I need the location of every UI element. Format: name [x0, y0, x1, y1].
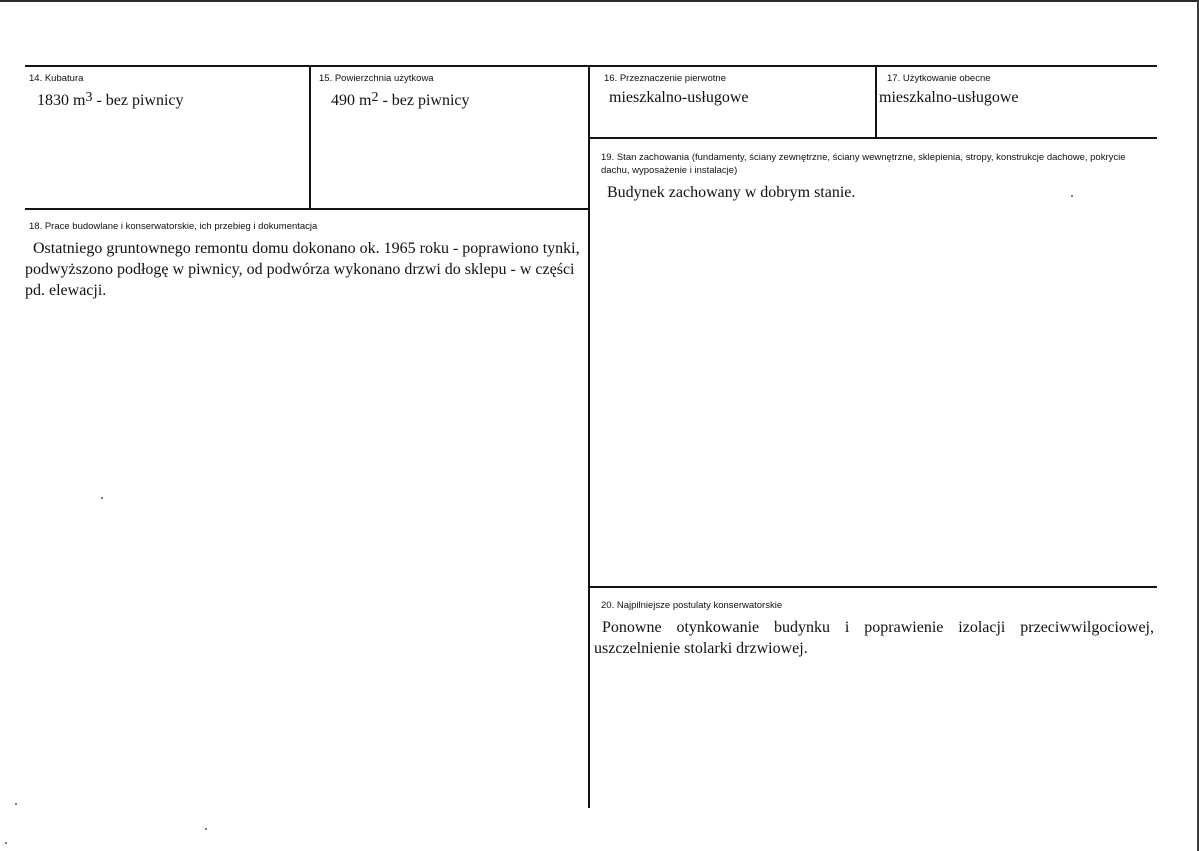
field-15-value [331, 90, 470, 110]
scan-speck [15, 803, 17, 805]
field-14-exponent: 3 [85, 90, 93, 105]
rule-under-14-15 [25, 208, 590, 210]
field-17-label: 17. Użytkowanie obecne [887, 73, 991, 84]
rule-under-16-17 [590, 137, 1157, 139]
field-18-value [25, 238, 583, 301]
field-19-label: 19. Stan zachowania (fundamenty, ściany zewnętrzne, ściany wewnętrzne, sklepienia, stropy, konstrukcje dachowe, pokrycie dachu, wyposażenie i instalacje) [601, 152, 1126, 176]
scan-speck [205, 828, 207, 830]
divider-14-15 [309, 65, 311, 210]
field-14-value [37, 90, 184, 110]
field-20-label: 20. Najpilniejsze postulaty konserwatorskie [601, 600, 783, 611]
scan-speck [1071, 195, 1073, 197]
page-top-edge [0, 0, 1199, 2]
field-16-label: 16. Przeznaczenie pierwotne [604, 73, 726, 84]
field-19-value: Budynek zachowany w dobrym stanie. [607, 184, 856, 201]
field-16-value: mieszkalno-usługowe [609, 89, 749, 106]
field-18-text: Ostatniego gruntownego remontu domu dokonano ok. 1965 roku - poprawiono tynki, podwyższono podłogę w piwnicy, od podwórza wykonano drzwi do sklepu - w części pd. elewacji. [25, 240, 580, 299]
field-20-value [594, 617, 1154, 659]
field-15-number: 490 [331, 92, 355, 109]
field-14-label: 14. Kubatura [29, 73, 84, 84]
field-15-suffix: - bez piwnicy [382, 92, 470, 109]
form-top-rule [25, 65, 1157, 67]
field-17-value: mieszkalno-usługowe [879, 89, 1019, 106]
field-15-exponent: 2 [371, 90, 379, 105]
field-15-unit: m [359, 92, 372, 109]
field-14-number: 1830 [37, 92, 69, 109]
divider-16-17 [875, 65, 877, 139]
field-14-unit: m [73, 92, 86, 109]
rule-above-20 [590, 586, 1157, 588]
field-15-label: 15. Powierzchnia użytkowa [319, 73, 434, 84]
divider-main-column [588, 65, 590, 808]
scan-speck [101, 497, 103, 499]
field-18-label: 18. Prace budowlane i konserwatorskie, ich przebieg i dokumentacja [29, 221, 318, 232]
field-20-text: Ponowne otynkowanie budynku i poprawienie izolacji przeciwwilgociowej, uszczelnienie stolarki drzwiowej. [594, 619, 1154, 657]
field-14-suffix: - bez piwnicy [96, 92, 184, 109]
scan-speck [5, 842, 7, 844]
